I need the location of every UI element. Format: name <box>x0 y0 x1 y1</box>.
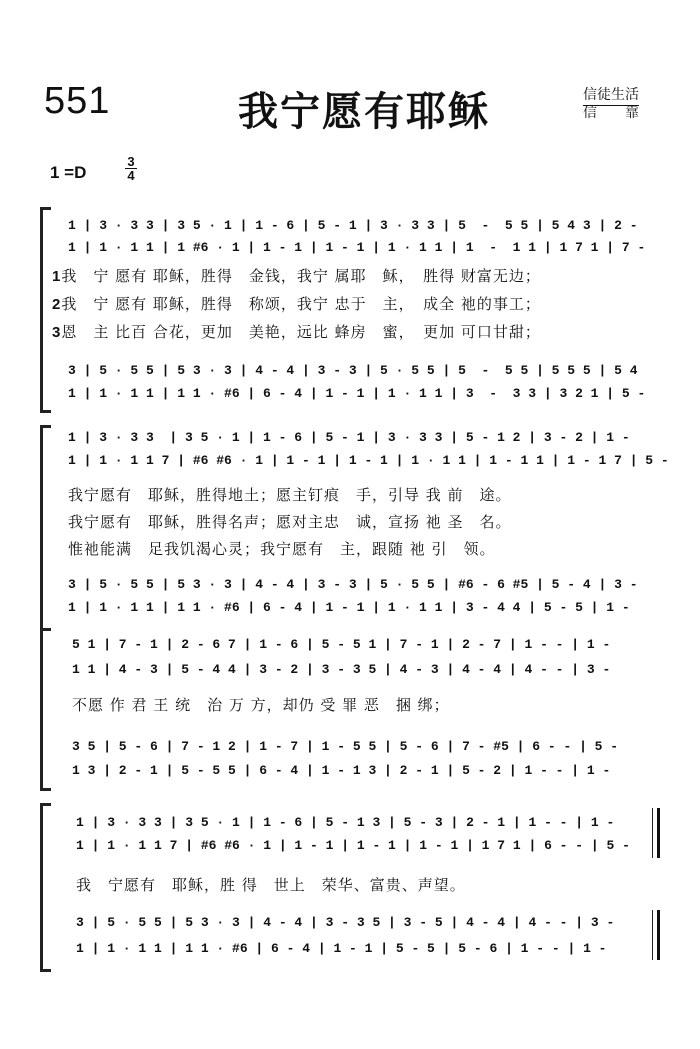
lyric-line <box>52 265 541 286</box>
system-bracket <box>40 207 51 413</box>
treble-line: 1 1 | 4 - 3 | 5 - 4 4 | 3 - 2 | 3 - 3 5 | 4 - 3 | 4 - 4 | 4 - - | 3 - <box>72 662 611 677</box>
bass-line: 1 | 1 · 1 1 | 1 1 · #6 | 6 - 4 | 1 - 1 | 1 · 1 1 | 3 - 3 3 | 3 2 1 | 5 - <box>68 386 646 401</box>
barline <box>652 808 653 858</box>
lyric-line: 我宁愿有 耶稣，胜得地土；愿主钉痕 手，引导 我 前 途。 <box>68 486 512 504</box>
lyric-line <box>52 293 541 314</box>
final-barline <box>657 808 660 858</box>
system-bracket <box>40 803 51 972</box>
bass-line: 3 | 5 · 5 5 | 5 3 · 3 | 4 - 4 | 3 - 3 | 5 · 5 5 | #6 - 6 #5 | 5 - 4 | 3 - <box>68 577 638 592</box>
treble-line: 5 1 | 7 - 1 | 2 - 6 7 | 1 - 6 | 5 - 5 1 | 7 - 1 | 2 - 7 | 1 - - | 1 - <box>72 637 611 652</box>
treble-line: 1 | 3 · 3 3 | 3 5 · 1 | 1 - 6 | 5 - 1 3 | 5 - 3 | 2 - 1 | 1 - - | 1 - <box>76 815 615 830</box>
treble-line: 1 | 1 · 1 1 | 1 #6 · 1 | 1 - 1 | 1 - 1 | 1 · 1 1 | 1 - 1 1 | 1 7 1 | 7 - <box>68 240 646 255</box>
treble-line: 1 | 1 · 1 1 7 | #6 #6 · 1 | 1 - 1 | 1 - 1 | 1 · 1 1 | 1 - 1 1 | 1 - 1 7 | 5 - <box>68 453 669 468</box>
hymn-number: 551 <box>44 80 111 122</box>
verse-number: 3 <box>52 324 62 341</box>
bass-line: 1 3 | 2 - 1 | 5 - 5 5 | 6 - 4 | 1 - 1 3 | 2 - 1 | 5 - 2 | 1 - - | 1 - <box>72 763 611 778</box>
lyric-line: 惟祂能满 足我饥渴心灵；我宁愿有 主，跟随 祂 引 领。 <box>68 540 496 558</box>
bass-line: 1 | 1 · 1 1 | 1 1 · #6 | 6 - 4 | 1 - 1 | 1 · 1 1 | 3 - 4 4 | 5 - 5 | 1 - <box>68 600 630 615</box>
system-bracket <box>40 425 51 631</box>
lyric-line: 我 宁愿有 耶稣，胜 得 世上 荣华、富贵、声望。 <box>76 876 466 894</box>
barline <box>652 910 653 960</box>
bass-line: 3 5 | 5 - 6 | 7 - 1 2 | 1 - 7 | 1 - 5 5 | 5 - 6 | 7 - #5 | 6 - - | 5 - <box>72 739 619 754</box>
lyric-line: 不愿 作 君 王 统 治 万 方，却仍 受 罪 恶 捆 绑； <box>72 696 450 714</box>
verse-number: 1 <box>52 268 62 285</box>
time-signature <box>125 155 137 182</box>
key-signature: 1 =D <box>50 163 87 182</box>
lyricist-credit: 信徒生活 <box>583 87 639 103</box>
verse-text: 恩 主 比百 合花，更加 美艳，远比 蜂房 蜜， 更加 可口甘甜； <box>61 323 541 341</box>
lyric-line: 我宁愿有 耶稣，胜得名声；愿对主忠 诚，宣扬 祂 圣 名。 <box>68 513 512 531</box>
treble-line: 1 | 3 · 3 3 | 3 5 · 1 | 1 - 6 | 5 - 1 | 3 · 3 3 | 5 - 1 2 | 3 - 2 | 1 - <box>68 430 630 445</box>
time-signature-top: 3 <box>125 155 137 169</box>
lyric-line <box>52 321 541 342</box>
composer-credit: 信 靠 <box>583 105 639 121</box>
treble-line: 1 | 3 · 3 3 | 3 5 · 1 | 1 - 6 | 5 - 1 | 3 · 3 3 | 5 - 5 5 | 5 4 3 | 2 - <box>68 218 638 233</box>
system-bracket <box>40 628 51 791</box>
verse-text: 我 宁 愿有 耶稣，胜得 金钱，我宁 属耶 稣， 胜得 财富无边； <box>61 267 541 285</box>
verse-number: 2 <box>52 296 62 313</box>
bass-line: 3 | 5 · 5 5 | 5 3 · 3 | 4 - 4 | 3 - 3 | 5 · 5 5 | 5 - 5 5 | 5 5 5 | 5 4 <box>68 363 638 378</box>
time-signature-bottom: 4 <box>127 168 135 183</box>
bass-line: 1 | 1 · 1 1 | 1 1 · #6 | 6 - 4 | 1 - 1 | 5 - 5 | 5 - 6 | 1 - - | 1 - <box>76 941 607 956</box>
treble-line: 1 | 1 · 1 1 7 | #6 #6 · 1 | 1 - 1 | 1 - 1 | 1 - 1 | 1 7 1 | 6 - - | 5 - <box>76 838 630 853</box>
final-barline <box>657 910 660 960</box>
bass-line: 3 | 5 · 5 5 | 5 3 · 3 | 4 - 4 | 3 - 3 5 | 3 - 5 | 4 - 4 | 4 - - | 3 - <box>76 915 615 930</box>
verse-text: 我 宁 愿有 耶稣，胜得 称颂，我宁 忠于 主， 成全 祂的事工； <box>61 295 541 313</box>
hymn-title: 我宁愿有耶稣 <box>238 88 490 135</box>
